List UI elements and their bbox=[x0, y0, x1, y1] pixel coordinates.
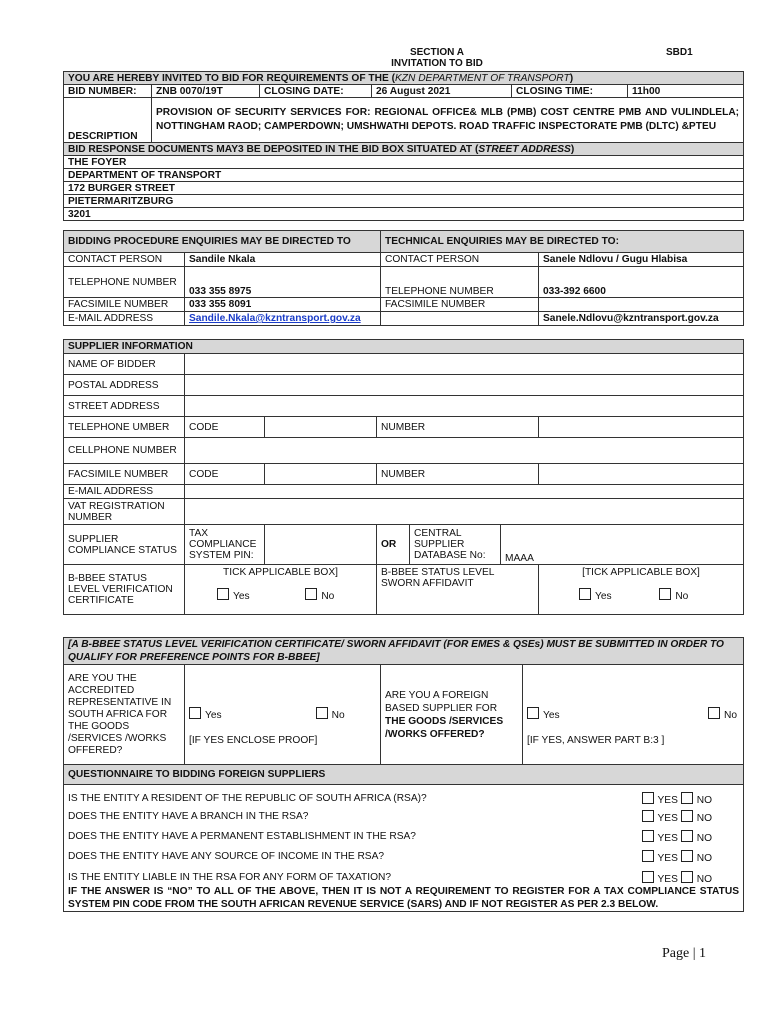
bbbee-note: [A B-BBEE STATUS LEVEL VERIFICATION CERTIFICATE/ SWORN AFFIDAVIT (FOR EMES & QSEs) MUST BE SUBMITTED IN ORDER TO QUALIFY FOR PREFERENCE POINTS FOR B-BBEE] bbox=[64, 638, 744, 665]
address-line: THE FOYER bbox=[64, 156, 744, 169]
sworn-no-label: No bbox=[675, 591, 689, 602]
questionnaire-footer: IF THE ANSWER IS “NO” TO ALL OF THE ABOVE, THEN IT IS NOT A REQUIREMENT TO REGISTER FOR A TAX COMPLIANCE STATUS SYSTEM PIN CODE FROM THE SOUTH AFRICAN REVENUE SERVICE (SARS) AND IF NOT REGISTER AS PER 2.3 BELOW. bbox=[64, 885, 744, 912]
bidding-fax: 033 355 8091 bbox=[185, 298, 381, 312]
tel-code-field[interactable] bbox=[265, 417, 377, 438]
description-value: PROVISION OF SECURITY SERVICES FOR: REGIONAL OFFICE& MLB (PMB) COST CENTRE PMB AND VULINDLELA; NOTTINGHAM RAOD; CAMPERDOWN; UMSHWATHI DEPOTS. ROAD TRAFFIC INSPECTORATE PMB (DLTC) &PTEU bbox=[152, 98, 744, 143]
form-header bbox=[0, 47, 770, 71]
sworn-yes-checkbox[interactable] bbox=[579, 588, 591, 600]
foreign-yes-label: Yes bbox=[543, 710, 560, 721]
telephone-label: TELEPHONE NUMBER bbox=[64, 267, 185, 298]
question-2: DOES THE ENTITY HAVE A BRANCH IN THE RSA? bbox=[64, 807, 638, 827]
q5-no-checkbox[interactable] bbox=[681, 871, 693, 883]
technical-enquiries-header: TECHNICAL ENQUIRIES MAY BE DIRECTED TO: bbox=[381, 231, 744, 253]
tax-pin-label: TAX COMPLIANCE SYSTEM PIN: bbox=[185, 525, 265, 565]
form-code: SBD1 bbox=[666, 47, 693, 58]
question-5: IS THE ENTITY LIABLE IN THE RSA FOR ANY FORM OF TAXATION? bbox=[64, 867, 638, 885]
q2-yes-checkbox[interactable] bbox=[642, 810, 654, 822]
tech-phone: 033-392 6600 bbox=[539, 267, 744, 298]
bidding-enquiries-header: BIDDING PROCEDURE ENQUIRIES MAY BE DIRECTED TO bbox=[64, 231, 381, 253]
address-line: PIETERMARITZBURG bbox=[64, 195, 744, 208]
tax-pin-field[interactable] bbox=[265, 525, 377, 565]
supplier-facsimile-label: FACSIMILE NUMBER bbox=[64, 464, 185, 485]
section-label: SECTION A bbox=[409, 47, 465, 58]
page-number: Page | 1 bbox=[662, 946, 707, 961]
bidding-phone: 033 355 8975 bbox=[185, 267, 381, 298]
csd-label: CENTRAL SUPPLIER DATABASE No: bbox=[410, 525, 501, 565]
q2-no-checkbox[interactable] bbox=[681, 810, 693, 822]
sworn-no-checkbox[interactable] bbox=[659, 588, 671, 600]
q5-yes-checkbox[interactable] bbox=[642, 871, 654, 883]
accredited-no-label: No bbox=[331, 710, 345, 721]
fax-number-field[interactable] bbox=[539, 464, 744, 485]
compliance-label: SUPPLIER COMPLIANCE STATUS bbox=[64, 525, 185, 565]
tech-email-label bbox=[381, 312, 539, 326]
supplier-header: SUPPLIER INFORMATION bbox=[64, 340, 744, 354]
q1-no-label: NO bbox=[696, 794, 713, 806]
q2-yes-label: YES bbox=[657, 812, 678, 824]
fax-number-label: NUMBER bbox=[377, 464, 539, 485]
invite-row: YOU ARE HEREBY INVITED TO BID FOR REQUIREMENTS OF THE (KZN DEPARTMENT OF TRANSPORT) bbox=[64, 72, 744, 85]
cert-yes-label: Yes bbox=[233, 591, 250, 602]
q1-yes-checkbox[interactable] bbox=[642, 792, 654, 804]
tech-telephone-label: TELEPHONE NUMBER bbox=[381, 267, 539, 298]
foreign-question-b: THE GOODS /SERVICES /WORKS OFFERED? bbox=[385, 715, 504, 740]
bbbee-sworn-label: B-BBEE STATUS LEVEL SWORN AFFIDAVIT bbox=[377, 565, 539, 615]
fax-code-field[interactable] bbox=[265, 464, 377, 485]
cellphone-label: CELLPHONE NUMBER bbox=[64, 438, 185, 464]
q3-no-checkbox[interactable] bbox=[681, 830, 693, 842]
section-title bbox=[380, 47, 494, 69]
bidder-name-label: NAME OF BIDDER bbox=[64, 354, 185, 375]
tech-fax bbox=[539, 298, 744, 312]
accreditation-table bbox=[63, 637, 744, 765]
bidding-email-link[interactable]: Sandile.Nkala@kzntransport.gov.za bbox=[189, 313, 361, 324]
cert-no-label: No bbox=[321, 591, 335, 602]
or-label: OR bbox=[377, 525, 410, 565]
bidding-contact: Sandile Nkala bbox=[185, 253, 381, 267]
bid-details-table bbox=[63, 71, 744, 221]
foreign-question-a: ARE YOU A FOREIGN BASED SUPPLIER FOR bbox=[385, 689, 498, 714]
street-address-field[interactable] bbox=[185, 396, 744, 417]
q3-yes-label: YES bbox=[657, 832, 678, 844]
foreign-question bbox=[381, 665, 523, 765]
accredited-yes-checkbox[interactable] bbox=[189, 707, 201, 719]
accredited-question: ARE YOU THE ACCREDITED REPRESENTATIVE IN SOUTH AFRICA FOR THE GOODS /SERVICES /WORKS OFFERED? bbox=[64, 665, 185, 765]
enquiries-table bbox=[63, 230, 744, 326]
q5-no-label: NO bbox=[696, 873, 713, 885]
deposit-emph: STREET ADDRESS bbox=[478, 143, 571, 155]
foreign-note: [IF YES, ANSWER PART B:3 ] bbox=[527, 735, 665, 746]
address-line: 172 BURGER STREET bbox=[64, 182, 744, 195]
closing-date-label: CLOSING DATE: bbox=[260, 85, 372, 98]
supplier-email-field[interactable] bbox=[185, 485, 744, 499]
vat-field[interactable] bbox=[185, 499, 744, 525]
proof-note: [IF YES ENCLOSE PROOF] bbox=[189, 735, 318, 746]
tech-contact-person-label: CONTACT PERSON bbox=[381, 253, 539, 267]
bid-number-value: ZNB 0070/19T bbox=[152, 85, 260, 98]
supplier-email-label: E-MAIL ADDRESS bbox=[64, 485, 185, 499]
tech-email: Sanele.Ndlovu@kzntransport.gov.za bbox=[539, 312, 744, 326]
questionnaire-header: QUESTIONNAIRE TO BIDDING FOREIGN SUPPLIERS bbox=[64, 765, 744, 785]
q1-no-checkbox[interactable] bbox=[681, 792, 693, 804]
tel-number-field[interactable] bbox=[539, 417, 744, 438]
description-label: DESCRIPTION bbox=[64, 98, 152, 143]
question-1: IS THE ENTITY A RESIDENT OF THE REPUBLIC OF SOUTH AFRICA (RSA)? bbox=[64, 785, 638, 807]
question-3: DOES THE ENTITY HAVE A PERMANENT ESTABLISHMENT IN THE RSA? bbox=[64, 827, 638, 847]
vat-label: VAT REGISTRATION NUMBER bbox=[64, 499, 185, 525]
postal-address-label: POSTAL ADDRESS bbox=[64, 375, 185, 396]
closing-time-value: 11h00 bbox=[628, 85, 744, 98]
closing-time-label: CLOSING TIME: bbox=[512, 85, 628, 98]
tick-instruction: TICK APPLICABLE BOX] bbox=[223, 567, 338, 578]
fax-code-label: CODE bbox=[185, 464, 265, 485]
sworn-yes-label: Yes bbox=[595, 591, 612, 602]
closing-date-value: 26 August 2021 bbox=[372, 85, 512, 98]
email-label: E-MAIL ADDRESS bbox=[64, 312, 185, 326]
q5-yes-label: YES bbox=[657, 873, 678, 885]
q1-yes-label: YES bbox=[657, 794, 678, 806]
q3-no-label: NO bbox=[696, 832, 713, 844]
address-line: DEPARTMENT OF TRANSPORT bbox=[64, 169, 744, 182]
invitation-label: INVITATION TO BID bbox=[391, 58, 483, 69]
q4-no-label: NO bbox=[696, 852, 713, 864]
tel-code-label: CODE bbox=[185, 417, 265, 438]
deposit-header: BID RESPONSE DOCUMENTS MAY3 BE DEPOSITED IN THE BID BOX SITUATED AT (STREET ADDRESS) bbox=[64, 143, 744, 156]
q3-yes-checkbox[interactable] bbox=[642, 830, 654, 842]
q4-yes-checkbox[interactable] bbox=[642, 850, 654, 862]
contact-person-label: CONTACT PERSON bbox=[64, 253, 185, 267]
bid-number-label: BID NUMBER: bbox=[64, 85, 152, 98]
address-line: 3201 bbox=[64, 208, 744, 221]
q2-no-label: NO bbox=[696, 812, 713, 824]
question-4: DOES THE ENTITY HAVE ANY SOURCE OF INCOME IN THE RSA? bbox=[64, 847, 638, 867]
bbbee-cert-label: B-BBEE STATUS LEVEL VERIFICATION CERTIFICATE bbox=[64, 565, 185, 615]
q4-no-checkbox[interactable] bbox=[681, 850, 693, 862]
supplier-telephone-label: TELEPHONE UMBER bbox=[64, 417, 185, 438]
supplier-table bbox=[63, 339, 744, 615]
street-address-label: STREET ADDRESS bbox=[64, 396, 185, 417]
tel-number-label: NUMBER bbox=[377, 417, 539, 438]
foreign-no-label: No bbox=[724, 710, 738, 721]
foreign-no-checkbox[interactable] bbox=[708, 707, 720, 719]
csd-value[interactable]: MAAA bbox=[501, 525, 744, 565]
facsimile-label: FACSIMILE NUMBER bbox=[64, 298, 185, 312]
postal-address-field[interactable] bbox=[185, 375, 744, 396]
bidder-name-field[interactable] bbox=[185, 354, 744, 375]
cellphone-field[interactable] bbox=[185, 438, 744, 464]
q4-yes-label: YES bbox=[657, 852, 678, 864]
tech-facsimile-label: FACSIMILE NUMBER bbox=[381, 298, 539, 312]
cert-yes-checkbox[interactable] bbox=[217, 588, 229, 600]
cert-no-checkbox[interactable] bbox=[305, 588, 317, 600]
accredited-no-checkbox[interactable] bbox=[316, 707, 328, 719]
accredited-yes-label: Yes bbox=[205, 710, 222, 721]
tech-contact: Sanele Ndlovu / Gugu Hlabisa bbox=[539, 253, 744, 267]
foreign-yes-checkbox[interactable] bbox=[527, 707, 539, 719]
tick-instruction-2: [TICK APPLICABLE BOX] bbox=[582, 567, 700, 578]
department-name: KZN DEPARTMENT OF TRANSPORT bbox=[394, 72, 570, 84]
questionnaire-table bbox=[63, 764, 744, 912]
